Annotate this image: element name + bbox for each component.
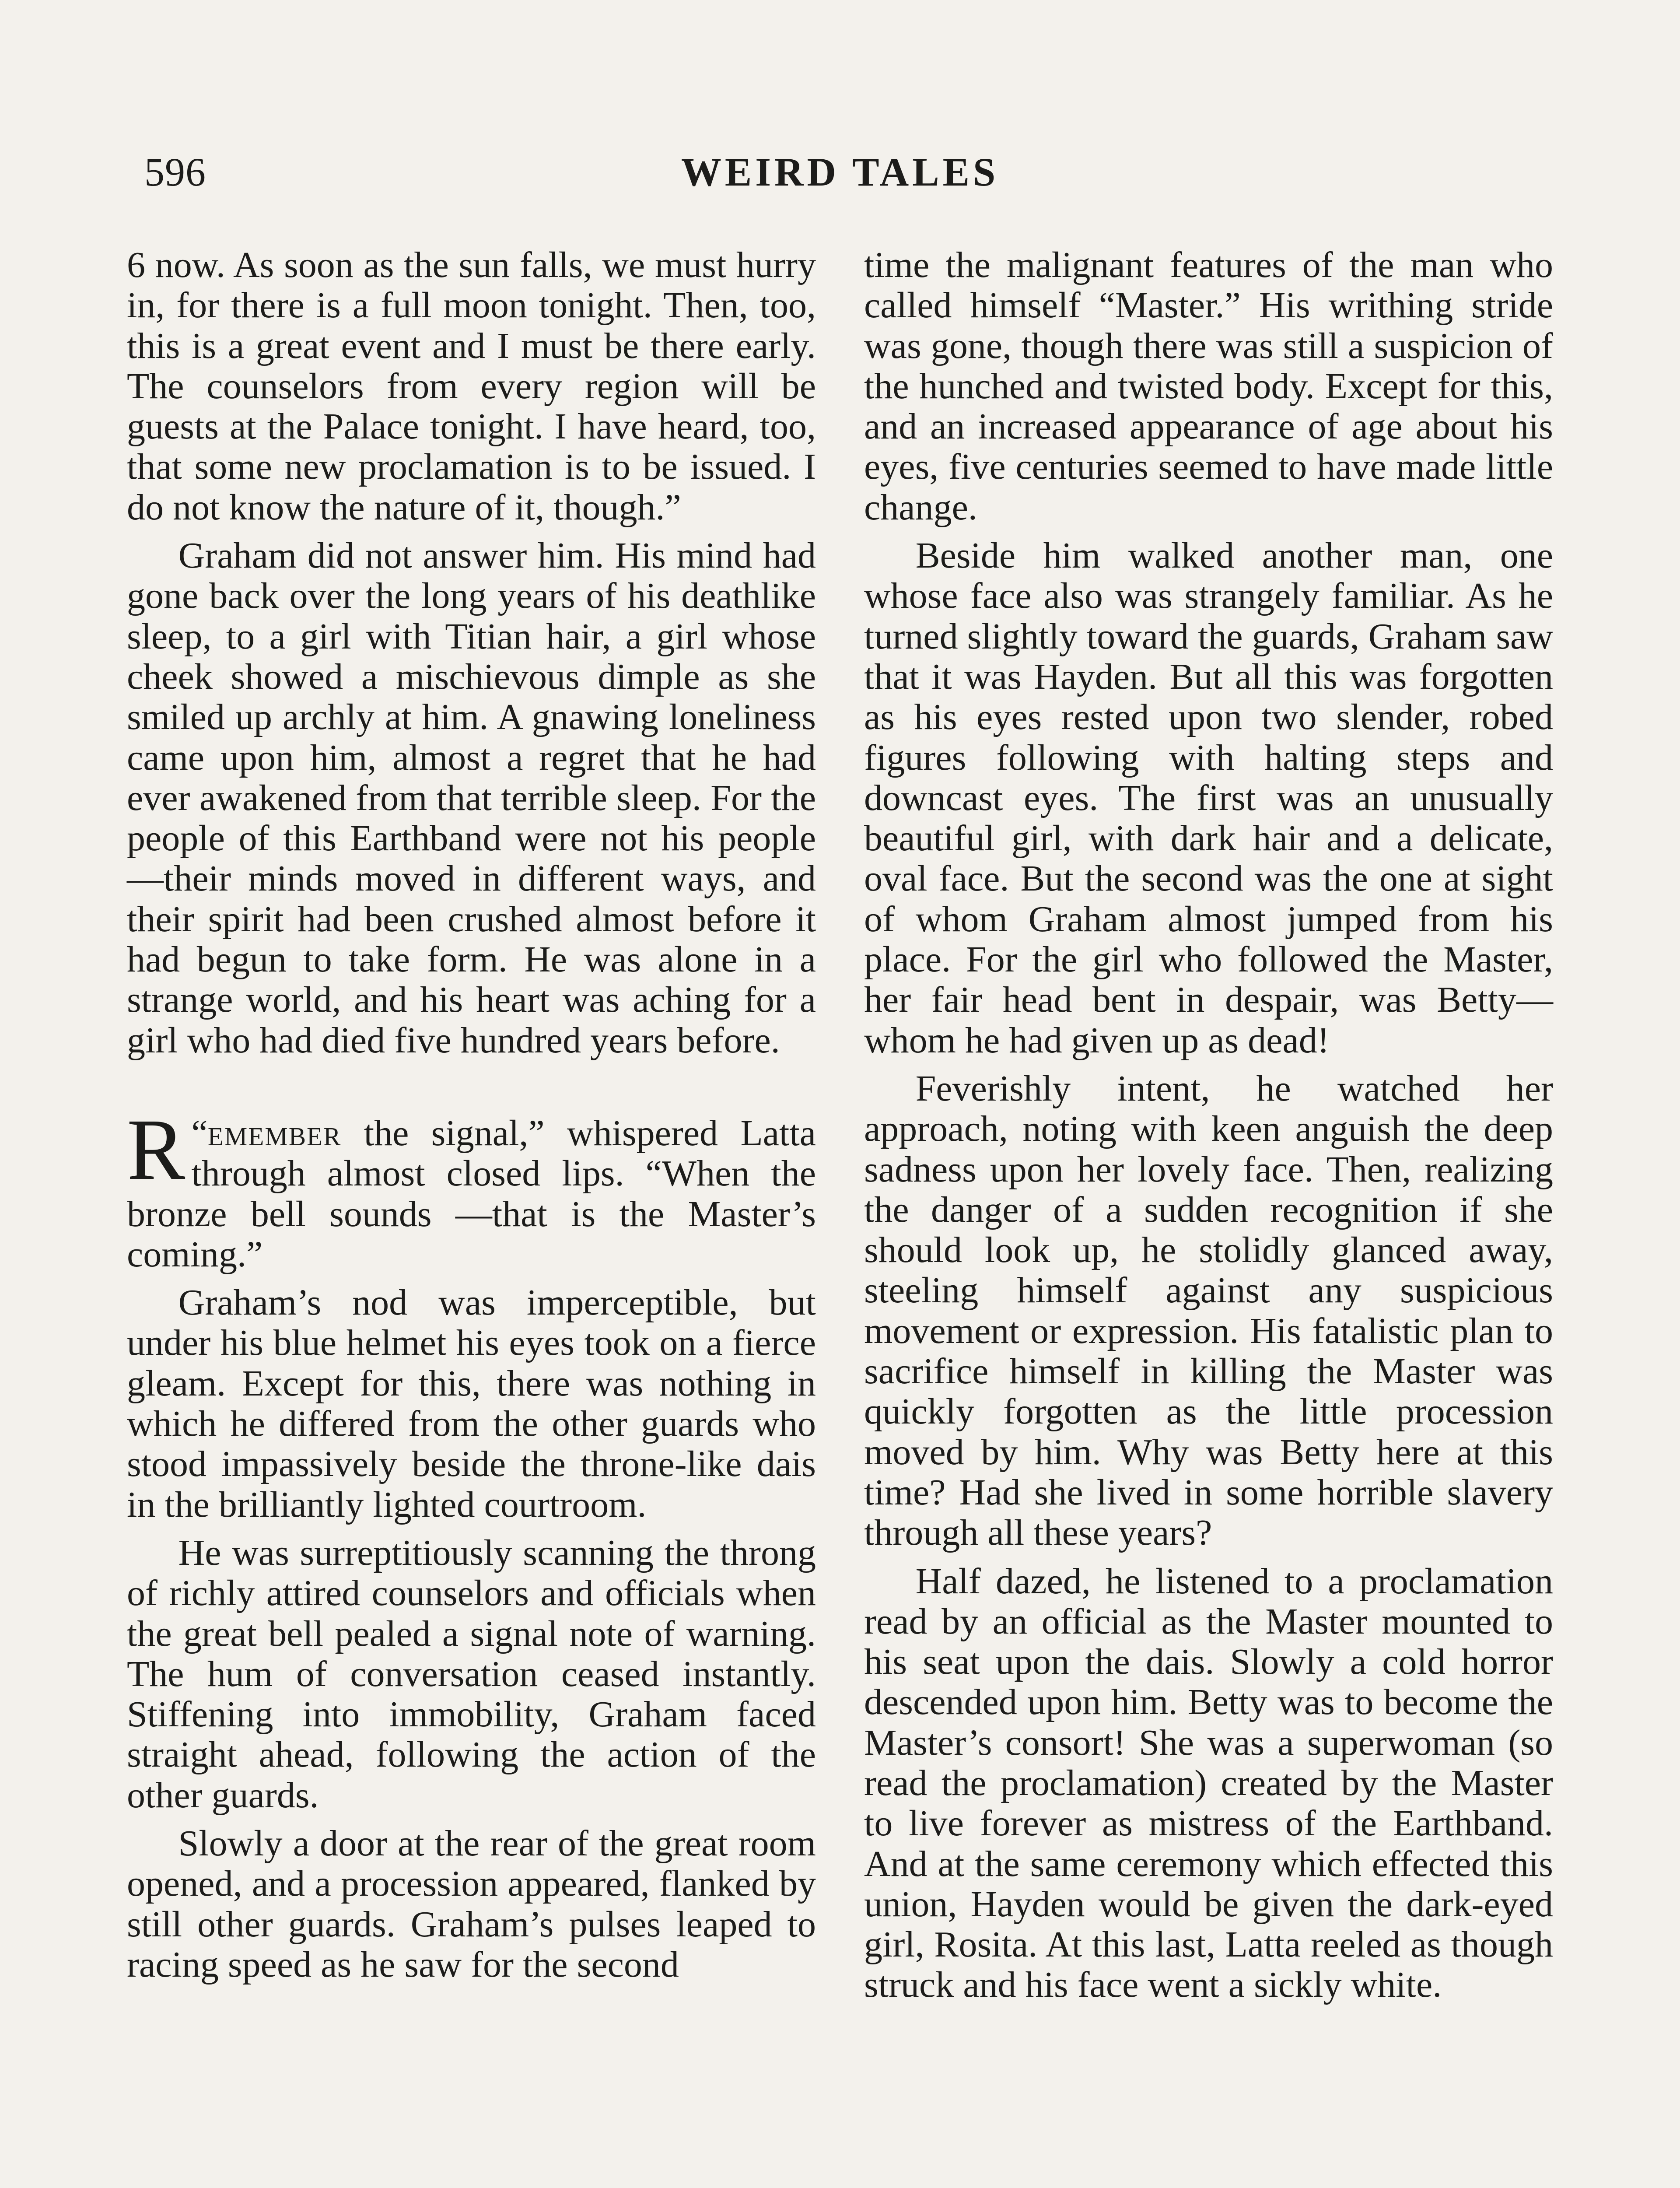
paragraph: He was surreptitiously scanning the throng of richly attired counselors and officials when the great bell pealed a signal note of warning. The hum of conversation ceased instantly. Stiffening into immobility, Graham faced straight ahead, following the action of the other guards. [127,1532,816,1816]
right-column [864,245,1553,2013]
paragraph-text: the signal,” whispered Latta through almost closed lips. “When the bronze bell sounds —that is the Master’s coming.” [127,1112,816,1275]
paragraph: time the malignant features of the man who called himself “Master.” His writhing stride was gone, though there was still a suspicion of the hunched and twisted body. Except for this, and an increased appearance of age about his eyes, five centuries seemed to have made little change. [864,245,1553,528]
paragraph: 6 now. As soon as the sun falls, we must hurry in, for there is a full moon tonight. Then, too, this is a great event and I must be there early. The counselors from every region will be guests at the Palace tonight. I have heard, too, that some new proclamation is to be issued. I do not know the nature of it, though.” [127,245,816,528]
paragraph: Half dazed, he listened to a proclamation read by an official as the Master mounted to his seat upon the dais. Slowly a cold horror descended upon him. Betty was to become the Master’s consort! She was a superwoman (so read the proclamation) created by the Master to live forever as mistress of the Earthband. And at the same ceremony which effected this union, Hayden would be given the dark-eyed girl, Rosita. At this last, Latta reeled as though struck and his face went a sickly white. [864,1560,1553,2006]
paragraph: Slowly a door at the rear of the great room opened, and a procession appeared, flanked by still other guards. Graham’s pulses leaped to racing speed as he saw for the second [127,1823,816,1985]
page-number: 596 [144,150,206,194]
left-column [127,245,816,1993]
paragraph: Beside him walked another man, one whose face also was strangely familiar. As he turned slightly toward the guards, Graham saw that it was Hayden. But all this was forgotten as his eyes rested upon two slender, robed figures following with halting steps and downcast eyes. The first was an unusually beautiful girl, with dark hair and a delicate, oval face. But the second was the one at sight of whom Graham almost jumped from his place. For the girl who followed the Master, her fair head bent in despair, was Betty—whom he had given up as dead! [864,535,1553,1061]
paragraph: Graham did not answer him. His mind had gone back over the long years of his deathlike sleep, to a girl with Titian hair, a girl whose cheek showed a mischievous dimple as she smiled up archly at him. A gnawing loneliness came upon him, almost a regret that he had ever awakened from that terrible sleep. For the people of this Earthband were not his people—their minds moved in different ways, and their spirit had been crushed almost before it had begun to take form. He was alone in a strange world, and his heart was aching for a girl who had died five hundred years before. [127,535,816,1061]
paragraph: Feverishly intent, he watched her approach, noting with keen anguish the deep sadness upon her lovely face. Then, realizing the danger of a sudden recognition if she should look up, he stolidly glanced away, steeling himself against any suspicious movement or expression. His fatalistic plan to sacrifice himself in killing the Master was quickly forgotten as the little procession moved by him. Why was Betty here at this time? Had she lived in some horrible slavery through all these years? [864,1068,1553,1553]
small-caps-word: emember [207,1112,342,1154]
section-opening-paragraph [127,1101,816,1275]
open-quote: “ [191,1112,208,1154]
drop-cap: R [127,1101,186,1198]
paragraph: Graham’s nod was imperceptible, but under his blue helmet his eyes took on a fierce gleam. Except for this, there was nothing in which he differed from the other guards who stood impassively beside the throne-like dais in the brilliantly lighted courtroom. [127,1282,816,1525]
running-title: WEIRD TALES [681,150,999,194]
